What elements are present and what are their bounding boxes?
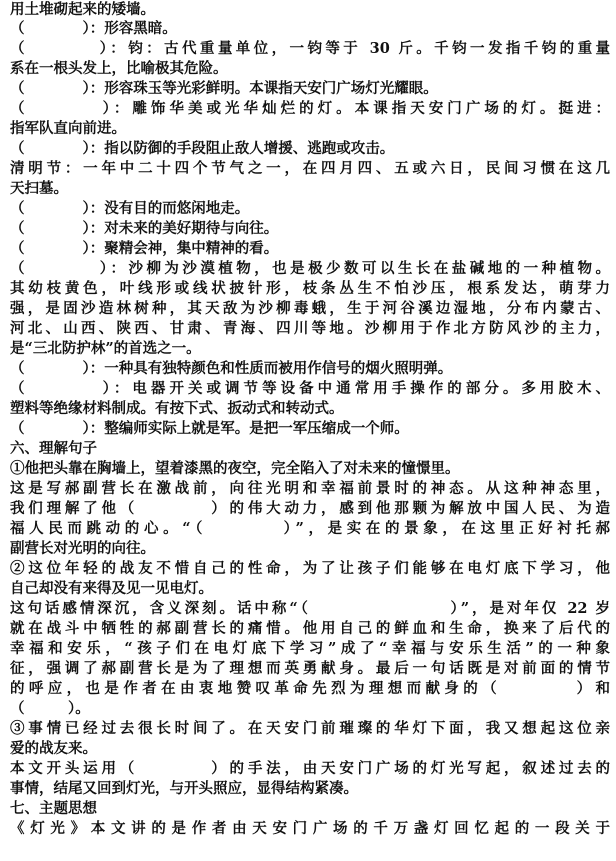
text-line: （ ）：对未来的美好期待与向往。 xyxy=(10,220,279,237)
text-line: 我们理解了他（ ）的伟大动力，感到他那颗为解放中国人民、为造 xyxy=(10,500,610,517)
text-line: 事情，结尾又回到灯光，与开头照应，显得结构紧凑。 xyxy=(10,780,358,797)
text-line: （ ）：电器开关或调节等设备中通常用手操作的部分。多用胶木、 xyxy=(10,380,610,397)
text-line: （ ）。 xyxy=(10,700,90,717)
text-line: ②这位年轻的战友不惜自己的性命，为了让孩子们能够在电灯底下学习，他 xyxy=(10,560,610,577)
text-line: （ ）：整编师实际上就是军。是把一军压缩成一个师。 xyxy=(10,420,409,437)
text-line: 这句话感情深沉，含义深刻。话中称“（ ）”，是对年仅 22 岁 xyxy=(10,600,610,617)
text-line: （ ）：雕饰华美或光华灿烂的灯。本课指天安门广场的灯。挺进： xyxy=(10,100,610,117)
text-line: 清明节：一年中二十四个节气之一，在四月四、五或六日，民间习惯在这几 xyxy=(10,160,610,177)
text-line: 本文开头运用（ ）的手法，由天安门广场的灯光写起，叙述过去的 xyxy=(10,760,610,777)
text-line: 就在战斗中牺牲的郝副营长的痛惜。他用自己的鲜血和生命，换来了后代的 xyxy=(10,620,610,637)
text-line: 自己却没有来得及见一见电灯。 xyxy=(10,580,213,597)
text-line: （ ）：钧：古代重量单位，一钧等于 30 斤。千钧一发指千钧的重量 xyxy=(10,40,610,57)
text-line: 是“三北防护林”的首选之一。 xyxy=(10,340,201,357)
text-line: 指军队直向前进。 xyxy=(10,120,126,137)
text-line: 福人民而跳动的心。“（ ）”，是实在的景象，在这里正好衬托郝 xyxy=(10,520,610,537)
text-line: （ ）：没有目的而悠闲地走。 xyxy=(10,200,250,217)
text-line: 这是写郝副营长在激战前，向往光明和幸福前景时的神态。从这种神态里， xyxy=(10,480,610,497)
text-line: （ ）：指以防御的手段阻止敌人增援、逃跑或攻击。 xyxy=(10,140,395,157)
text-line: （ ）：沙柳为沙漠植物，也是极少数可以生长在盐碱地的一种植物。 xyxy=(10,260,610,277)
section-heading: 六、理解句子 xyxy=(10,440,97,457)
text-line: （ ）：一种具有独特颜色和性质而被用作信号的烟火照明弹。 xyxy=(10,360,453,377)
text-line: 爱的战友来。 xyxy=(10,740,97,757)
text-line: 河北、山西、陕西、甘肃、青海、四川等地。沙柳用于作北方防风沙的主力， xyxy=(10,320,610,337)
text-line: 系在一根头发上，比喻极其危险。 xyxy=(10,60,228,77)
text-line: （ ）：聚精会神，集中精神的看。 xyxy=(10,240,279,257)
text-line: 副营长对光明的向往。 xyxy=(10,540,155,557)
text-line: 《灯光》本文讲的是作者由天安门广场的千万盏灯回忆起的一段关于 xyxy=(10,820,610,837)
text-line: 的呼应，也是作者在由衷地赞叹革命先烈为理想而献身的（ ）和 xyxy=(10,680,610,697)
text-line: 天扫墓。 xyxy=(10,180,68,197)
text-line: 幸福和安乐，“孩子们在电灯底下学习”成了“幸福与安乐生活”的一种象 xyxy=(10,640,610,657)
text-line: 塑料等绝缘材料制成。有按下式、扳动式和转动式。 xyxy=(10,400,344,417)
text-line: （ ）：形容黑暗。 xyxy=(10,20,177,37)
text-line: 强，是固沙造林树种，其天敌为沙柳毒蛾，生于河谷溪边湿地，分布内蒙古、 xyxy=(10,300,610,317)
text-line: ①他把头靠在胸墙上，望着漆黑的夜空，完全陷入了对未来的憧憬里。 xyxy=(10,460,460,477)
text-line: 征，强调了郝副营长是为了理想而英勇献身。最后一句话既是对前面的情节 xyxy=(10,660,610,677)
text-line: ③事情已经过去很长时间了。在天安门前璀璨的华灯下面，我又想起这位亲 xyxy=(10,720,610,737)
section-heading: 七、主题思想 xyxy=(10,800,97,817)
text-line: 用土堆砌起来的矮墙。 xyxy=(10,1,155,18)
text-line: （ ）：形容珠玉等光彩鲜明。本课指天安门广场灯光耀眼。 xyxy=(10,80,438,97)
text-line: 其幼枝黄色，叶线形或线状披针形，枝条丛生不怕沙压，根系发达，萌芽力 xyxy=(10,280,610,297)
